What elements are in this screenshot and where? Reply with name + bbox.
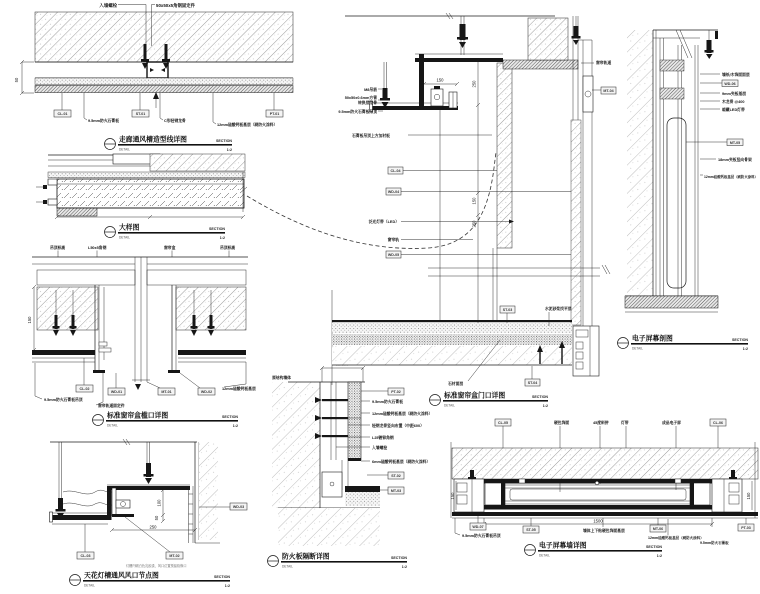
svg-text:转换层龙骨: 转换层龙骨	[358, 101, 377, 105]
svg-text:150: 150	[27, 316, 32, 324]
beam-edge-dark	[503, 60, 578, 69]
svg-text:入墙螺栓: 入墙螺栓	[372, 446, 388, 450]
d1-label-gypsum: 9.5mm防火石膏板	[88, 119, 120, 123]
svg-text:150: 150	[471, 197, 477, 205]
cove-face	[107, 486, 112, 520]
svg-text:12mm硅酸钙板基层（刷防火涂料）: 12mm硅酸钙板基层（刷防火涂料）	[648, 536, 704, 540]
concrete-block-hatch	[528, 18, 568, 60]
svg-text:吊顶标高: 吊顶标高	[220, 246, 236, 250]
svg-text:DETAIL: DETAIL	[282, 564, 293, 569]
svg-text:L50x5角钢: L50x5角钢	[88, 246, 107, 250]
svg-text:L25镀锌角钢: L25镀锌角钢	[372, 436, 394, 440]
svg-text:MT-02: MT-02	[169, 554, 180, 558]
svg-text:WD-03: WD-03	[232, 505, 245, 509]
plaster-strip	[48, 172, 245, 178]
svg-text:9.5mm防火石膏板吊顶: 9.5mm防火石膏板吊顶	[338, 110, 377, 114]
floor-finish-line	[332, 320, 572, 322]
svg-text:6mm硅酸钙板基层（刷防火涂料）: 6mm硅酸钙板基层（刷防火涂料）	[372, 460, 431, 464]
soffit-face	[419, 54, 424, 108]
svg-text:ST-01: ST-01	[135, 112, 146, 116]
detail-reference-curve	[247, 152, 496, 248]
svg-text:窗帘轨: 窗帘轨	[387, 238, 399, 242]
svg-text:250: 250	[471, 80, 477, 88]
d3-label-track: 窗帘轨道固定件	[98, 404, 125, 408]
dim-1500	[482, 518, 714, 527]
slab-hatch	[332, 346, 572, 365]
svg-text:硬包饰面: 硬包饰面	[554, 421, 570, 425]
dim-50-vertical	[14, 60, 34, 95]
light-fixture	[112, 488, 134, 517]
detail-enlarged-panel	[36, 154, 247, 219]
concrete-hatch-left	[37, 287, 98, 330]
wiring-curve	[63, 503, 112, 506]
dim-150-vertical	[27, 285, 36, 352]
svg-text:1:2: 1:2	[232, 424, 238, 428]
svg-text:ST-02: ST-02	[391, 474, 401, 478]
svg-text:DETAIL: DETAIL	[119, 147, 130, 152]
svg-text:PT-02: PT-02	[391, 390, 401, 394]
hanger-rod	[56, 442, 66, 519]
existing-wall-hatch	[627, 30, 653, 298]
svg-text:走廊通风槽造型线详图: 走廊通风槽造型线详图	[119, 136, 187, 144]
svg-text:1:2: 1:2	[219, 236, 225, 240]
svg-text:SECTION: SECTION	[209, 227, 225, 231]
svg-text:1:2: 1:2	[542, 404, 548, 408]
detail-screen-section	[625, 30, 758, 312]
cove-top-panel	[107, 486, 190, 490]
svg-text:MT-05: MT-05	[729, 141, 741, 145]
svg-text:MT-03: MT-03	[390, 489, 402, 493]
existing-wall-hatch	[272, 382, 320, 508]
svg-text:1:2: 1:2	[656, 554, 662, 558]
svg-text:M8吊筋: M8吊筋	[364, 88, 377, 92]
svg-text:SECTION: SECTION	[646, 545, 662, 549]
structure-hatch	[278, 508, 380, 546]
svg-text:DETAIL: DETAIL	[539, 553, 550, 558]
svg-text:成品电子屏: 成品电子屏	[662, 421, 681, 425]
d1-top-label-bolt: 入墙螺栓	[99, 3, 117, 8]
svg-text:窗帘轨道: 窗帘轨道	[596, 61, 612, 65]
screed-layer	[332, 323, 572, 333]
svg-text:轻钢龙骨竖向布置（中距600）: 轻钢龙骨竖向布置（中距600）	[372, 424, 424, 428]
svg-text:SECTION: SECTION	[222, 415, 238, 419]
svg-text:CL-01: CL-01	[57, 112, 68, 116]
niche-bottom-rail	[484, 505, 712, 510]
svg-text:CL-05: CL-05	[498, 421, 508, 425]
svg-text:SECTION: SECTION	[532, 395, 548, 399]
svg-text:大样图: 大样图	[119, 224, 140, 232]
svg-text:标准窗帘盒门口详图: 标准窗帘盒门口详图	[444, 392, 506, 400]
floor-edge	[345, 486, 380, 492]
svg-text:WD-06: WD-06	[724, 82, 736, 86]
board-layer-dark	[35, 86, 293, 93]
svg-text:150: 150	[746, 492, 751, 500]
svg-text:50x50x0.6mm方管: 50x50x0.6mm方管	[344, 96, 377, 100]
svg-text:ST-04: ST-04	[527, 381, 538, 385]
svg-text:DETAIL: DETAIL	[84, 583, 95, 588]
svg-text:ST-03: ST-03	[502, 308, 513, 312]
hanger-rod	[144, 442, 154, 484]
convector-unit	[573, 326, 599, 376]
svg-text:水泥砂浆找平层: 水泥砂浆找平层	[545, 307, 572, 311]
wall-hatch	[571, 120, 581, 325]
blocking	[660, 88, 684, 99]
svg-text:9.5mm防火石膏板: 9.5mm防火石膏板	[372, 400, 404, 404]
svg-text:1:2: 1:2	[742, 347, 748, 351]
svg-text:50: 50	[154, 515, 159, 521]
svg-text:100: 100	[156, 499, 162, 507]
svg-text:灯带: 灯带	[621, 421, 629, 425]
svg-text:吊顶标高: 吊顶标高	[50, 246, 66, 250]
svg-text:泛光灯带（LED）: 泛光灯带（LED）	[368, 220, 399, 224]
svg-text:18mm夹板竖向骨架: 18mm夹板竖向骨架	[718, 158, 752, 162]
wall-hatch	[199, 442, 218, 540]
detail-corridor-vent-moulding	[14, 2, 293, 127]
svg-text:150: 150	[450, 492, 455, 500]
svg-text:250: 250	[149, 524, 157, 530]
svg-text:防火板隔断详图: 防火板隔断详图	[282, 553, 330, 561]
svg-text:PT-03: PT-03	[741, 526, 751, 530]
svg-text:墙纸/木饰面面层: 墙纸/木饰面面层	[722, 73, 750, 77]
title-d8	[525, 541, 663, 559]
svg-text:暗藏LED灯带: 暗藏LED灯带	[722, 108, 745, 112]
svg-text:电子屏幕墙详图: 电子屏幕墙详图	[539, 542, 587, 550]
dim-250	[110, 525, 197, 533]
svg-text:1:2: 1:2	[224, 584, 230, 588]
svg-text:DETAIL: DETAIL	[444, 403, 455, 408]
d3-label-silicate: 12mm硅酸钙板基层	[222, 387, 256, 391]
detail-screen-wall-plan	[450, 419, 758, 545]
svg-text:CL-06: CL-06	[713, 421, 723, 425]
svg-text:1:2: 1:2	[226, 148, 232, 152]
insulated-duct-panel	[57, 179, 244, 208]
svg-text:SECTION: SECTION	[216, 139, 232, 143]
detail-curtain-box-sill	[27, 245, 256, 408]
svg-text:250: 250	[471, 220, 477, 228]
title-d7	[618, 334, 749, 352]
dim-150	[422, 78, 459, 87]
svg-text:9mm夹板基层: 9mm夹板基层	[722, 92, 747, 96]
svg-text:MT-06: MT-06	[652, 527, 664, 531]
svg-text:SECTION: SECTION	[214, 575, 230, 579]
roller-blind-box	[583, 76, 593, 112]
face-band	[452, 512, 758, 516]
d1-top-label-angle: 50x50x5角钢固定件	[156, 3, 196, 8]
svg-text:45度斜拼: 45度斜拼	[593, 421, 609, 425]
svg-text:天花灯槽通风风口节点图: 天花灯槽通风风口节点图	[84, 572, 159, 580]
svg-text:WD-05: WD-05	[387, 253, 400, 257]
concrete-wall-hatch	[452, 448, 758, 479]
svg-text:ST-05: ST-05	[526, 528, 536, 532]
title-d3	[93, 411, 239, 429]
base-box	[322, 472, 342, 497]
svg-text:DETAIL: DETAIL	[107, 423, 118, 428]
title-d2	[105, 223, 226, 241]
svg-text:SECTION: SECTION	[391, 556, 407, 560]
dim-vertical-chain	[472, 58, 481, 332]
floor-slab-edge	[625, 296, 718, 308]
fire-board-strip	[348, 382, 361, 460]
svg-text:9.5mm防火石膏板吊顶: 9.5mm防火石膏板吊顶	[462, 534, 501, 538]
svg-text:石膏板吊顶上方加衬板: 石膏板吊顶上方加衬板	[352, 134, 390, 138]
svg-text:MT-01: MT-01	[161, 390, 172, 394]
svg-text:PT-01: PT-01	[269, 112, 280, 116]
svg-text:CL-02: CL-02	[79, 387, 90, 391]
svg-text:1:2: 1:2	[401, 565, 407, 569]
svg-text:12mm硅酸钙板基层（刷防火涂料）: 12mm硅酸钙板基层（刷防火涂料）	[704, 175, 758, 179]
title-d6	[430, 391, 549, 409]
light-fixture	[431, 86, 443, 106]
mortar-bed	[345, 492, 380, 506]
dim-100-50	[154, 488, 165, 523]
svg-text:WD-07: WD-07	[472, 525, 484, 529]
track-arrow	[135, 384, 141, 390]
d1-label-channel: C形轻钢龙骨	[164, 119, 186, 123]
hanger-rod	[705, 30, 719, 59]
svg-text:SECTION: SECTION	[732, 338, 748, 342]
svg-text:150: 150	[436, 77, 444, 83]
title-d5	[268, 552, 408, 570]
screen-panel	[667, 118, 686, 288]
svg-text:墙体上下贴硬包饰面基层: 墙体上下贴硬包饰面基层	[583, 529, 625, 533]
svg-text:石材面层: 石材面层	[448, 382, 464, 386]
detail-cove-light-vent	[50, 439, 248, 568]
hanger-rod	[380, 62, 390, 108]
svg-text:CL-03: CL-03	[80, 554, 91, 558]
svg-text:DETAIL: DETAIL	[632, 346, 643, 351]
lower-panel	[52, 515, 108, 520]
svg-text:9.5mm防火石膏板: 9.5mm防火石膏板	[700, 541, 729, 545]
title-d1	[105, 135, 233, 153]
screen-unit	[510, 489, 686, 500]
dim-150-right	[746, 481, 752, 510]
d5-wall-label: 原结构墙体	[272, 376, 291, 380]
d3-label-gypsum: 9.5mm防火石膏板吊顶	[44, 398, 83, 402]
blocking	[660, 60, 684, 71]
svg-text:电子屏幕剖图: 电子屏幕剖图	[632, 335, 673, 343]
svg-text:12mm硅酸钙板基层（刷防火涂料）: 12mm硅酸钙板基层（刷防火涂料）	[372, 412, 433, 416]
plaster-layer	[35, 78, 293, 85]
svg-text:1500: 1500	[593, 518, 603, 524]
svg-text:WD-01: WD-01	[110, 390, 123, 394]
svg-text:WD-02: WD-02	[200, 390, 213, 394]
skirting-cap	[348, 458, 361, 461]
concrete-hatch	[150, 154, 245, 171]
detail-curtain-box-door-head	[332, 13, 616, 386]
svg-text:50: 50	[14, 77, 19, 83]
svg-text:标准窗帘盒槛口详图: 标准窗帘盒槛口详图	[107, 412, 169, 420]
svg-text:CL-04: CL-04	[390, 169, 401, 173]
hanger-rod	[457, 16, 468, 55]
svg-text:MT-04: MT-04	[603, 89, 614, 93]
svg-text:木龙骨 @400: 木龙骨 @400	[722, 100, 745, 104]
detail-fire-board-partition	[272, 362, 432, 547]
svg-text:窗帘盒: 窗帘盒	[164, 246, 176, 250]
title-d4	[70, 571, 231, 589]
svg-text:WD-04: WD-04	[387, 190, 400, 194]
soffit-panel	[415, 58, 503, 62]
concrete-slab-hatch	[35, 12, 293, 62]
concrete-topping	[332, 334, 572, 345]
svg-text:DETAIL: DETAIL	[119, 235, 130, 240]
d1-label-silicate: 12mm硅酸钙板基层（刷防火涂料）	[217, 123, 278, 127]
d4-note: 灯槽内刷白色乳胶漆，风口位置预留检修口	[126, 564, 187, 568]
wood-blocking	[57, 208, 97, 216]
wiring-curve	[63, 490, 112, 494]
